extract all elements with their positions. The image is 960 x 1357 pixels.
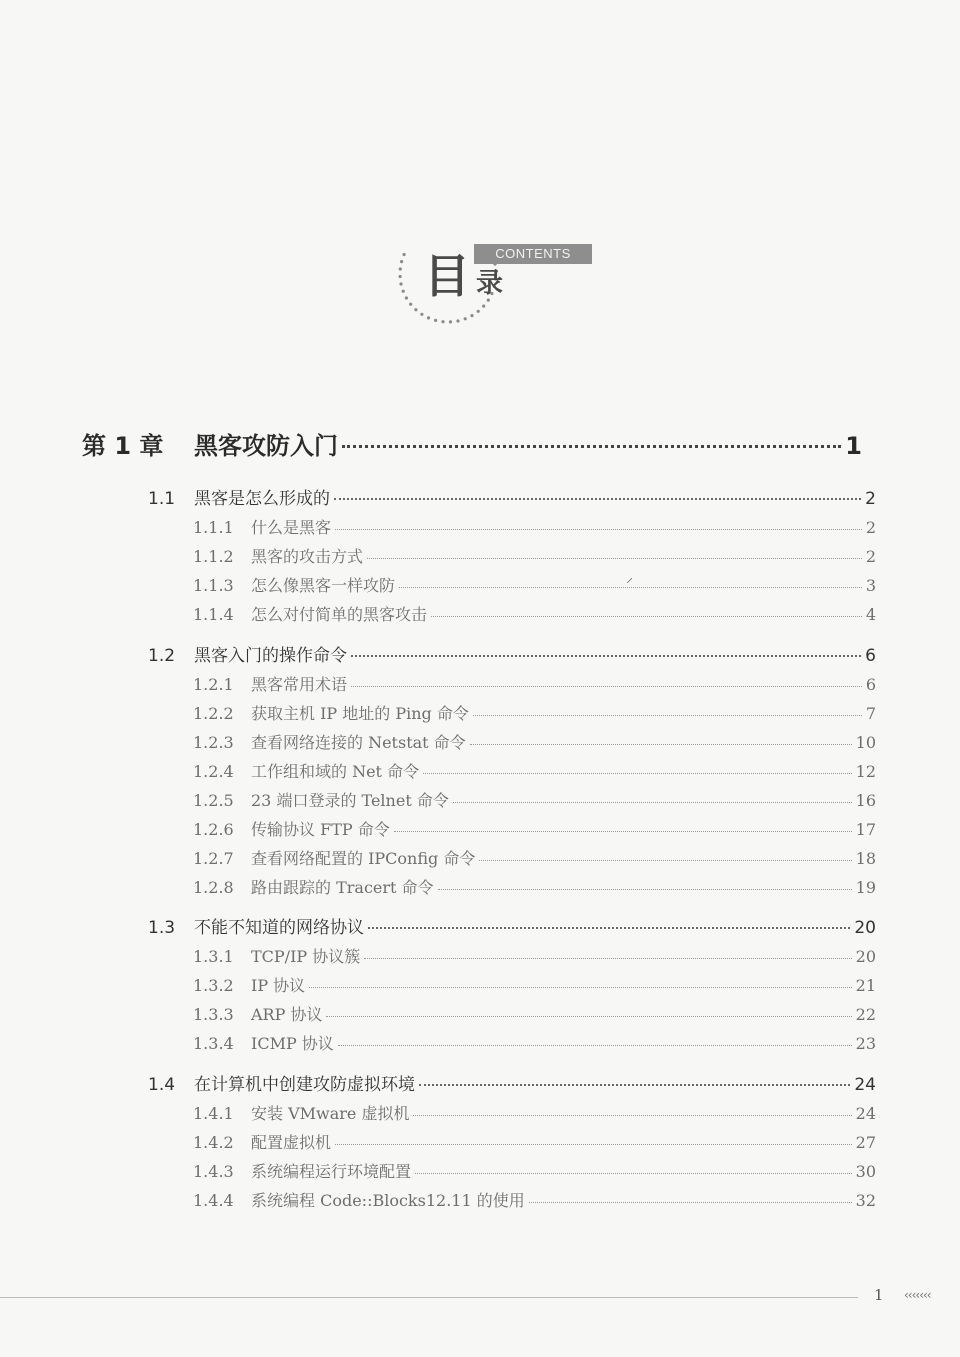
- dot-leader: [479, 860, 851, 861]
- subsection-title: 23 端口登录的 Telnet 命令: [251, 791, 449, 810]
- arc-dot: [405, 296, 408, 299]
- subsection-title: 怎么像黑客一样攻防: [251, 576, 396, 595]
- subsection-title: 路由跟踪的 Tracert 命令: [251, 878, 434, 897]
- subsection-number: 1.2.2: [193, 704, 234, 723]
- dot-leader: [334, 498, 861, 500]
- subsection-title: IP 协议: [251, 976, 306, 995]
- subsection-number: 1.2.6: [193, 820, 234, 839]
- subsection-page: 24: [855, 1104, 876, 1123]
- subsection-title: 怎么对付简单的黑客攻击: [251, 605, 428, 624]
- dot-leader: [473, 715, 862, 716]
- subsection-page: 6: [865, 675, 876, 694]
- subsection-title: 系统编程运行环境配置: [251, 1162, 412, 1181]
- scan-mark: ⸝: [626, 570, 633, 586]
- subsection-number: 1.1.2: [193, 547, 234, 566]
- subsection-number: 1.2.7: [193, 849, 234, 868]
- subsection-title: 工作组和域的 Net 命令: [251, 762, 420, 781]
- subsection-number: 1.3.2: [193, 976, 234, 995]
- arc-dot: [403, 253, 406, 256]
- toc-subsection-1-2-2[interactable]: [193, 701, 876, 724]
- dot-leader: [335, 1144, 852, 1145]
- subsection-number: 1.3.3: [193, 1005, 234, 1024]
- toc-subsection-1-3-1[interactable]: [193, 944, 876, 967]
- toc-subsection-1-1-3[interactable]: [193, 573, 876, 596]
- subsection-page: 23: [855, 1034, 876, 1053]
- footer-page-number: 1: [874, 1286, 884, 1304]
- title-character-mu: 目: [424, 249, 468, 303]
- arc-dot: [399, 282, 402, 285]
- dot-leader: [335, 529, 862, 530]
- subsection-number: 1.3.1: [193, 947, 234, 966]
- toc-subsection-1-4-2[interactable]: [193, 1130, 876, 1153]
- subsection-title: ICMP 协议: [251, 1034, 334, 1053]
- arc-dot: [399, 275, 402, 278]
- dot-leader: [326, 1016, 851, 1017]
- subsection-page: 17: [855, 820, 876, 839]
- title-character-lu: 录: [476, 268, 503, 299]
- toc-subsection-1-4-4[interactable]: [193, 1188, 876, 1211]
- section-number: 1.3: [148, 918, 176, 938]
- toc-subsection-1-4-1[interactable]: [193, 1101, 876, 1124]
- chapter-title: 黑客攻防入门: [194, 432, 338, 460]
- subsection-page: 10: [855, 733, 876, 752]
- dot-leader: [399, 587, 862, 588]
- subsection-title: TCP/IP 协议簇: [251, 947, 361, 966]
- toc-subsection-1-4-3[interactable]: [193, 1159, 876, 1182]
- section-page: 6: [865, 646, 876, 666]
- dot-leader: [342, 445, 841, 448]
- section-page: 24: [854, 1075, 876, 1095]
- subsection-page: 16: [855, 791, 876, 810]
- dot-leader: [351, 686, 862, 687]
- section-title: 不能不知道的网络协议: [194, 918, 364, 938]
- subsection-title: 传输协议 FTP 命令: [251, 820, 390, 839]
- toc-subsection-1-2-7[interactable]: [193, 846, 876, 869]
- subsection-title: 黑客常用术语: [251, 675, 348, 694]
- subsection-number: 1.2.8: [193, 878, 234, 897]
- arc-dot: [402, 290, 405, 293]
- subsection-number: 1.4.4: [193, 1191, 234, 1210]
- subsection-page: 2: [865, 547, 876, 566]
- arc-dot: [470, 314, 473, 317]
- dot-leader: [394, 831, 852, 832]
- section-title: 黑客是怎么形成的: [194, 489, 330, 509]
- subsection-number: 1.1.3: [193, 576, 234, 595]
- arc-dot: [399, 267, 402, 270]
- subsection-number: 1.4.1: [193, 1104, 234, 1123]
- dot-leader: [367, 558, 862, 559]
- subsection-page: 20: [855, 947, 876, 966]
- toc-subsection-1-2-4[interactable]: [193, 759, 876, 782]
- toc-subsection-1-3-2[interactable]: [193, 973, 876, 996]
- arc-dot: [400, 260, 403, 263]
- contents-banner: CONTENTS: [474, 244, 592, 264]
- subsection-title: 获取主机 IP 地址的 Ping 命令: [251, 704, 469, 723]
- subsection-title: 查看网络配置的 IPConfig 命令: [251, 849, 476, 868]
- toc-subsection-1-3-4[interactable]: [193, 1031, 876, 1054]
- toc-section-1-3[interactable]: [148, 913, 876, 938]
- arc-dot: [456, 319, 459, 322]
- toc-section-1-2[interactable]: [148, 641, 876, 666]
- toc-subsection-1-2-1[interactable]: [193, 672, 876, 695]
- dot-leader: [431, 616, 862, 617]
- section-page: 20: [854, 918, 876, 938]
- dot-leader: [413, 1115, 851, 1116]
- dot-leader: [453, 802, 852, 803]
- section-title: 在计算机中创建攻防虚拟环境: [194, 1075, 415, 1095]
- subsection-page: 27: [855, 1133, 876, 1152]
- footer-rule: [0, 1297, 858, 1298]
- arc-dot: [409, 303, 412, 306]
- arc-dot: [420, 313, 423, 316]
- arc-dot: [427, 316, 430, 319]
- subsection-page: 19: [855, 878, 876, 897]
- arc-dot: [449, 320, 452, 323]
- toc-subsection-1-1-1[interactable]: [193, 515, 876, 538]
- subsection-page: 7: [865, 704, 876, 723]
- dot-leader: [351, 655, 861, 657]
- dot-leader: [338, 1045, 852, 1046]
- section-number: 1.1: [148, 489, 176, 509]
- subsection-page: 18: [855, 849, 876, 868]
- toc-subsection-1-2-6[interactable]: [193, 817, 876, 840]
- arc-dot: [482, 305, 485, 308]
- dot-leader: [309, 987, 851, 988]
- subsection-title: 什么是黑客: [251, 518, 332, 537]
- arc-dot: [414, 308, 417, 311]
- subsection-page: 3: [865, 576, 876, 595]
- arc-dot: [441, 320, 444, 323]
- subsection-number: 1.4.3: [193, 1162, 234, 1181]
- toc-subsection-1-2-5[interactable]: [193, 788, 876, 811]
- toc-section-1-4[interactable]: [148, 1070, 876, 1095]
- section-page: 2: [865, 489, 876, 509]
- subsection-page: 32: [855, 1191, 876, 1210]
- subsection-title: 系统编程 Code::Blocks12.11 的使用: [251, 1191, 525, 1210]
- toc-title-block: [396, 222, 606, 326]
- subsection-number: 1.2.1: [193, 675, 234, 694]
- subsection-number: 1.4.2: [193, 1133, 234, 1152]
- subsection-page: 4: [865, 605, 876, 624]
- subsection-number: 1.2.5: [193, 791, 234, 810]
- toc-subsection-1-2-3[interactable]: [193, 730, 876, 753]
- toc-subsection-1-1-2[interactable]: [193, 544, 876, 567]
- subsection-number: 1.1.1: [193, 518, 234, 537]
- dot-leader: [368, 927, 850, 929]
- subsection-title: 配置虚拟机: [251, 1133, 332, 1152]
- arc-dot: [434, 319, 437, 322]
- subsection-number: 1.3.4: [193, 1034, 234, 1053]
- dot-leader: [419, 1084, 850, 1086]
- dot-leader: [438, 889, 852, 890]
- footer-arrows-icon: ‹‹‹‹‹‹‹: [904, 1288, 931, 1302]
- chapter-page: 1: [845, 432, 862, 460]
- subsection-number: 1.2.4: [193, 762, 234, 781]
- section-number: 1.2: [148, 646, 176, 666]
- arc-dot: [464, 317, 467, 320]
- subsection-page: 22: [855, 1005, 876, 1024]
- subsection-title: 查看网络连接的 Netstat 命令: [251, 733, 466, 752]
- dot-leader: [423, 773, 852, 774]
- dot-leader: [364, 958, 851, 959]
- chapter-number: 第 1 章: [82, 432, 164, 460]
- arc-dot: [477, 310, 480, 313]
- subsection-page: 21: [855, 976, 876, 995]
- subsection-number: 1.1.4: [193, 605, 234, 624]
- toc-subsection-1-2-8[interactable]: [193, 875, 876, 898]
- subsection-title: 黑客的攻击方式: [251, 547, 364, 566]
- dot-leader: [529, 1202, 852, 1203]
- toc-chapter-1[interactable]: [82, 426, 862, 461]
- toc-subsection-1-1-4[interactable]: [193, 602, 876, 625]
- section-title: 黑客入门的操作命令: [194, 646, 347, 666]
- subsection-number: 1.2.3: [193, 733, 234, 752]
- subsection-page: 12: [855, 762, 876, 781]
- subsection-title: ARP 协议: [251, 1005, 323, 1024]
- dot-leader: [470, 744, 852, 745]
- dot-leader: [415, 1173, 852, 1174]
- toc-section-1-1[interactable]: [148, 484, 876, 509]
- toc-subsection-1-3-3[interactable]: [193, 1002, 876, 1025]
- subsection-page: 2: [865, 518, 876, 537]
- subsection-title: 安装 VMware 虚拟机: [251, 1104, 410, 1123]
- section-number: 1.4: [148, 1075, 176, 1095]
- subsection-page: 30: [855, 1162, 876, 1181]
